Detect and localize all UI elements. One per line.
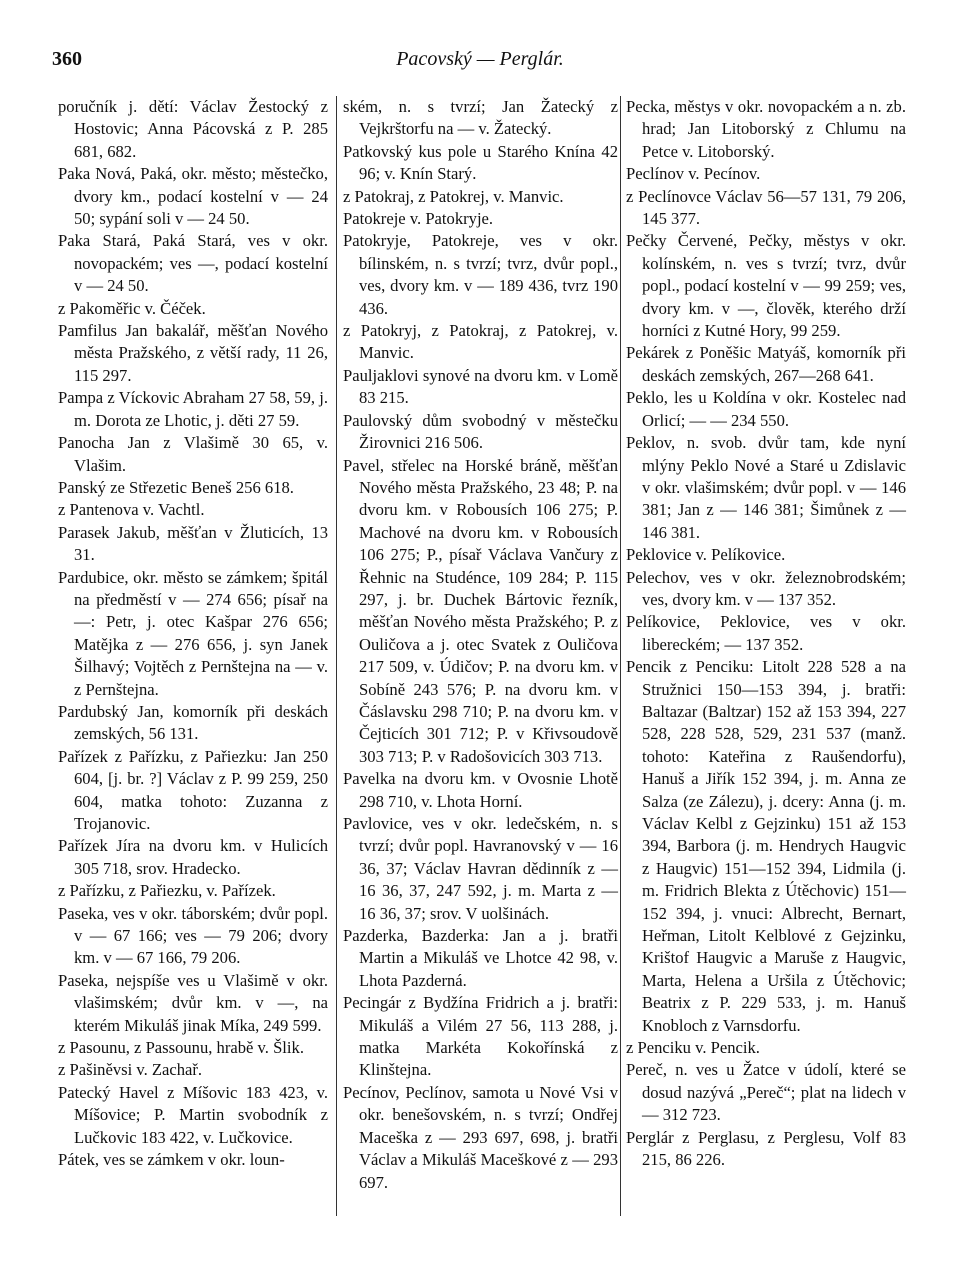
index-entry: z Peclínovce Václav 56—57 131, 79 206, 145 377. bbox=[626, 186, 906, 229]
index-entry: Pařízek Jíra na dvoru km. v Hulicích 305 718, srov. Hradecko. bbox=[58, 836, 328, 878]
index-entry: z Pantenova v. Vachtl. bbox=[58, 500, 205, 520]
index-entry: Pazderka, Bazderka: Jan a j. bratři Martin a Mikuláš ve Lhotce 42 98, v. Lhota Pazderná. bbox=[343, 926, 618, 990]
index-entry: Panocha Jan z Vlašimě 30 65, v. Vlašim. bbox=[58, 433, 328, 475]
index-entry: z Pasounu, z Passounu, hrabě v. Šlik. bbox=[58, 1038, 304, 1058]
index-entry: Peclínov v. Pecínov. bbox=[626, 164, 761, 184]
index-entry: z Patokraj, z Patokrej, v. Manvic. bbox=[343, 186, 564, 206]
column-2 bbox=[343, 96, 618, 1194]
index-entry: Pavel, střelec na Horské bráně, měšťan Nového města Pražského, 23 48; P. na dvoru km. v Robousích 106 275; P. Machové na dvoru km. v Robousích 106 275; P., písař Václava Vančury z Řehnic na Studénce, 109 284; P. 115 297, j. br. Duchek Bártovic řezník, měšťan Nového města Pražského; P. z Ouličova a j. otec Svatek z Ouličova 217 509, v. Údičov; P. na dvoru km. v Sobíně 243 576; P. na dvoru km. v Čáslavsku 298 710; P. na dvoru km. v Čejticích 301 712; P. v Křivsoudově 303 713; P. v Radošovicích 303 713. bbox=[343, 455, 618, 766]
index-entry: Pátek, ves se zámkem v okr. loun- bbox=[58, 1150, 285, 1170]
index-entry: Pereč, n. ves u Žatce v údolí, které se dosud nazývá „Pereč“; plat na lidech v — 312 723. bbox=[626, 1060, 906, 1125]
index-entry: poručník j. dětí: Václav Žestocký z Hostovic; Anna Pácovská z P. 285 681, 682. bbox=[58, 97, 328, 161]
index-entry: Patkovský kus pole u Starého Knína 42 96; v. Knín Starý. bbox=[343, 141, 618, 184]
index-entry: Pekárek z Poněšic Matyáš, komorník při deskách zemských, 267—268 641. bbox=[626, 343, 906, 385]
index-entry: z Pakoměřic v. Čéček. bbox=[58, 298, 206, 318]
index-entry: Paka Stará, Paká Stará, ves v okr. novopackém; ves —, podací kostelní v — 24 50. bbox=[58, 231, 328, 296]
index-entry: Pelíkovice, Peklovice, ves v okr. libereckém; — 137 352. bbox=[626, 612, 906, 654]
index-entry: Patecký Havel z Míšovic 183 423, v. Míšovice; P. Martin svobodník z Lučkovic 183 422, v. Lučkovice. bbox=[58, 1082, 328, 1147]
index-entry: Pamfilus Jan bakalář, měšťan Nového města Pražského, z větší rady, 11 26, 115 297. bbox=[58, 321, 328, 385]
index-entry: Paseka, nejspíše ves u Vlašimě v okr. vlašimském; dvůr km. v —, na kterém Mikuláš jinak Míka, 249 599. bbox=[58, 970, 328, 1035]
index-entry: Paka Nová, Paká, okr. město; městečko, dvory km., podací kostelní v — 24 50; sypání soli v — 24 50. bbox=[58, 164, 328, 229]
index-entry: Pardubský Jan, komorník při deskách zemských, 56 131. bbox=[58, 701, 328, 744]
index-entry: Pencik z Penciku: Litolt 228 528 a na Stružnici 150—153 394, j. bratři: Baltazar (Baltzar) 152 až 153 394, 227 528, 228 528, 529, 231 537 (manž. tohoto: Kateřina z Raušendorfu), Hanuš a Jiřík 152 394, j. m. Anna ze Salza (ze Zálezu), j. dcery: Anna (j. m. Václav Kelbl z Gejzinku) 151 až 153 394, Barbora (j. m. Hendrych Haugvic z Haugvic) 151—152 394, Lidmila (j. m. Fridrich Blekta z Útěchovic) 151—152 394, j. vnuci: Albrecht, Bernart, Heřman, Litolt Kelblové z Gejzinku, Krištof Haugvic a Maruše z Haugvic, Marta, Helena a Uršila z Útěchovic; Beatrix z P. 229 533, j. m. Hanuš Knobloch z Varnsdorfu. bbox=[626, 657, 906, 1035]
index-entry: Paulovský dům svobodný v městečku Žirovnici 216 506. bbox=[343, 410, 618, 453]
index-entry: z Pašiněvsi v. Zachař. bbox=[58, 1060, 203, 1080]
index-entry: Pecka, městys v okr. novopackém a n. zb. hrad; Jan Litoborský z Chlumu na Petce v. Litoborský. bbox=[626, 97, 906, 161]
running-head: Pacovský — Perglár. bbox=[396, 48, 564, 70]
index-entry: Pauljaklovi synové na dvoru km. v Lomě 83 215. bbox=[343, 365, 618, 408]
index-entry: Pecingár z Bydžína Fridrich a j. bratři: Mikuláš a Vilém 27 56, 113 288, j. matka Markéta Kokořínská z Klinštejna. bbox=[343, 993, 618, 1080]
index-entry: Panský ze Střezetic Beneš 256 618. bbox=[58, 477, 294, 497]
index-entry: Pavlovice, ves v okr. ledečském, n. s tvrzí; dvůr popl. Havranovský v — 16 36, 37; Václav Havran dědinník z — 16 36, 37, 247 592, j. m. Marta z — 16 36, 37; srov. V uolšinách. bbox=[343, 814, 618, 923]
column-1 bbox=[58, 96, 328, 1172]
index-entry: Parasek Jakub, měšťan v Žluticích, 13 31. bbox=[58, 522, 328, 565]
index-entry: Pelechov, ves v okr. železnobrodském; ves, dvory km. v — 137 352. bbox=[626, 567, 906, 609]
column-divider-2 bbox=[620, 96, 621, 1216]
index-entry: Patokryje, Patokreje, ves v okr. bílinském, n. s tvrzí; tvrz, dvůr popl., ves, dvory km. v — 189 436, tvrz 190 436. bbox=[343, 231, 618, 318]
index-entry: z Penciku v. Pencik. bbox=[626, 1038, 760, 1058]
index-entry: Pardubice, okr. město se zámkem; špitál na předměstí v — 274 656; písař na —: Petr, j. otec Kašpar 276 656; Matějka z — 276 656, j. syn Janek Šilhavý; Vojtěch z Pernštejna na — v. z Pernštejna. bbox=[58, 567, 328, 699]
page-number: 360 bbox=[52, 48, 82, 70]
index-entry: ském, n. s tvrzí; Jan Žatecký z Vejkrštorfu na — v. Žatecký. bbox=[343, 97, 618, 139]
index-entry: Pavelka na dvoru km. v Ovosnie Lhotě 298 710, v. Lhota Horní. bbox=[343, 769, 618, 811]
index-entry: Paseka, ves v okr. táborském; dvůr popl. v — 67 166; ves — 79 206; dvory km. v — 67 166, 79 206. bbox=[58, 903, 328, 968]
column-divider-1 bbox=[336, 96, 337, 1216]
index-entry: Patokreje v. Patokryje. bbox=[343, 209, 494, 229]
index-entry: z Pařízku, z Pařiezku, v. Pařízek. bbox=[58, 881, 276, 901]
index-entry: Peklo, les u Koldína v okr. Kostelec nad Orlicí; — — 234 550. bbox=[626, 388, 906, 430]
index-entry: Peklovice v. Pelíkovice. bbox=[626, 545, 786, 565]
index-entry: Pařízek z Pařízku, z Pařiezku: Jan 250 604, [j. br. ?] Václav z P. 99 259, 250 604, matka tohoto: Zuzanna z Trojanovic. bbox=[58, 746, 328, 833]
index-entry: Pečky Červené, Pečky, městys v okr. kolínském, n. ves s tvrzí; tvrz, dvůr popl., podací kostelní v — 99 259; ves, dvory km. v —, člověk, kterého drží horníci z Kutné Hory, 99 259. bbox=[626, 231, 906, 341]
index-entry: Pecínov, Peclínov, samota u Nové Vsi v okr. benešovském, n. s tvrzí; Ondřej Maceška z — 293 697, 698, j. bratři Václav a Mikuláš Maceškové z — 293 697. bbox=[343, 1082, 618, 1192]
index-entry: Pampa z Víckovic Abraham 27 58, 59, j. m. Dorota ze Lhotic, j. děti 27 59. bbox=[58, 388, 328, 430]
index-entry: Perglár z Perglasu, z Perglesu, Volf 83 215, 86 226. bbox=[626, 1127, 906, 1170]
index-entry: Peklov, n. svob. dvůr tam, kde nyní mlýny Peklo Nové a Staré u Zdislavic v okr. vlašimském; dvůr popl. v — 146 381; Jan z — 146 381; Šimůnek z — 146 381. bbox=[626, 433, 906, 542]
column-3 bbox=[626, 96, 906, 1172]
index-entry: z Patokryj, z Patokraj, z Patokrej, v. Manvic. bbox=[343, 321, 618, 363]
